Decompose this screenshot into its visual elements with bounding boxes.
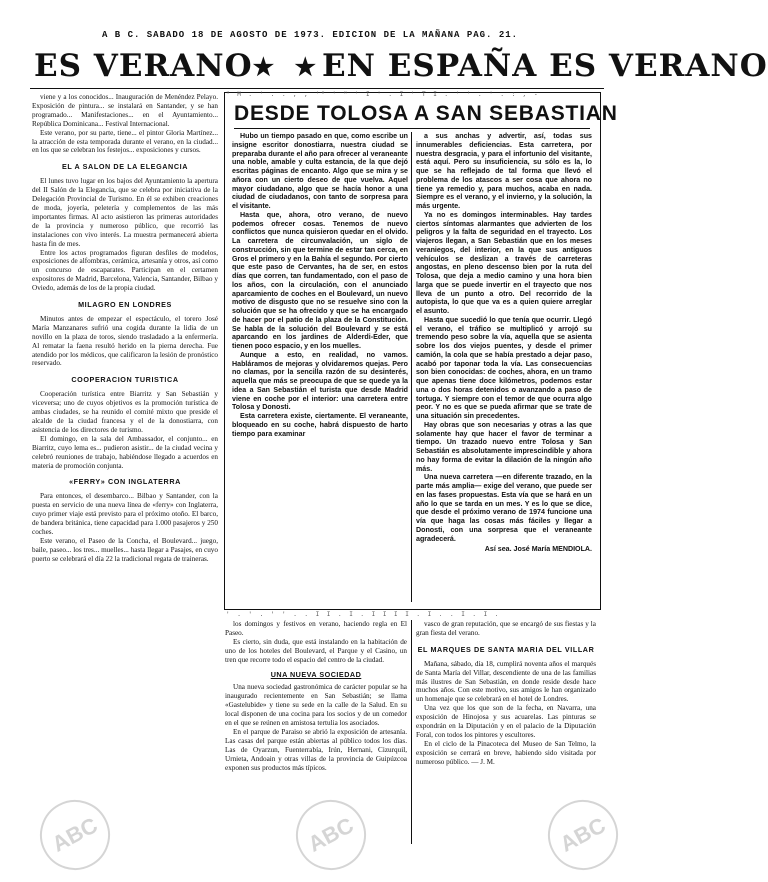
main-article-col-1 (232, 132, 408, 604)
column-rule (411, 132, 412, 602)
bottom-paragraph: Mañana, sábado, día 18, cumplirá noventa años el marqués de Santa María del Villar, descendiente de una de las familias más ilustres de San Sebastián, en donde reside desde hace muchos años. Con este motivo, sus amigos le han organizado un homenaje que se celebrará en el hotel de Londres. (416, 659, 596, 704)
bottom-paragraph: Es cierto, sin duda, que está instalando en la habitación de uno de los hoteles del Boulevard, el Parque y el Casino, un tren que recorre todo el espacio del centro de la ciudad. (225, 637, 407, 664)
bottom-paragraph: En el parque de Paraiso se abrió la exposición de artesanía. Las casas del parque están abiertas al público todos los días. Las de Oyarzun, Fuenterrabía, Irún, Hernani, Cizurquil, Urnieta, Andoain y otras villas de la provincia de Guipúzcoa exponen sus productos más típicos. (225, 727, 407, 772)
box-top-strip: " M . ' . . , , '" ' " ' I ' . I ' T I . ' ' . ' . : , - (226, 91, 540, 98)
bottom-paragraph: Una nueva sociedad gastronómica de carácter popular se ha inaugurado recientemente en San Sebastián; se llama «Gastelubide» y tiene su sede en la calle de la Salud. En su local disponen de una cocina para los socios y de un comedor en el que se reúnen en amistosa tertulia los asociados. (225, 683, 407, 728)
main-article-col-2 (416, 132, 592, 604)
left-column (32, 93, 218, 851)
abc-watermark-stamp: ABC (296, 800, 366, 870)
bottom-paragraph: los domingos y festivos en verano, haciendo regla en El Paseo. (225, 620, 407, 637)
article-paragraph: Hay obras que son necesarias y otras a las que solamente hay que hacer el favor de terminar a tiempo. Un trazado nuevo entre Tolosa y San Sebastián es absolutamente imprescindible y ahora no hay forma de evitar la dilación de la ningún año más. (416, 420, 592, 473)
left-paragraph: Entre los actos programados figuran desfiles de modelos, exposiciones de alfombras, cerámica, artesanía y otros, así como un concurso de escaparates. Participan en el certamen expositores de Madrid, Barcelona, Valencia, Santander, Bilbao y Oviedo, además de los de la propia ciudad. (32, 248, 218, 293)
bottom-paragraph: vasco de gran reputación, que se encargó de sus fiestas y la gran fiesta del verano. (416, 620, 596, 637)
left-paragraph: Cooperación turística entre Biarritz y San Sebastián y viceversa; uno de cuyos objetivos es la promoción turística de ambas ciudades, se ha reunido el comité mixto que preside el alcalde de la ciudad francesa y el de la donostiarra, con asistencia de los directores de turismo. (32, 390, 218, 434)
left-paragraph: El lunes tuvo lugar en los bajos del Ayuntamiento la apertura del II Salón de la Elegancia, que se celebra por iniciativa de la Delegación Provincial de Turismo. En él se exhiben creaciones de moda, joyería, peletería y complementos de las más importantes firmas. Al acto asistieron las primeras autoridades de la provincia y numeroso público, que recorrió las instalaciones con vivo interés. La muestra permanecerá abierta hasta fin de mes. (32, 177, 218, 248)
banner-stars: ★ ★ (252, 51, 323, 81)
subhead-nueva-sociedad: UNA NUEVA SOCIEDAD (270, 669, 362, 679)
section-banner (34, 46, 768, 86)
subhead-milagro-londres: MILAGRO EN LONDRES (78, 300, 172, 310)
subhead-salon-elegancia: EL A SALON DE LA ELEGANCIA (61, 162, 189, 172)
left-paragraph: Este verano, por su parte, tiene... el pintor Gloria Martínez... la atracción de esta temporada durante el verano, en la ciudad... en los que se celebran los festejos... exposiciones y cursos. (32, 128, 218, 155)
abc-watermark-stamp: ABC (548, 800, 618, 870)
article-paragraph: Una nueva carretera —en diferente trazado, en la parte más amplia— exige del verano, que puede ser en las fases propuestas. Esta vía que se hará en un año lo que se tarda en un mes. Y es lo que se dice, que desde el próximo verano de 1974 funcione una vía que haga las cosas más fáciles y llegar a Donosti, con una sorpresa que el veraneante agradecerá. (416, 473, 592, 543)
left-paragraph: Para entonces, el desembarco... Bilbao y Santander, con la puesta en servicio de una nueva línea de «ferry» con Inglaterra, cuyo primer viaje está previsto para el próximo otoño. El barco, de bandera británica, tiene capacidad para 1.000 pasajeros y 250 coches. (32, 492, 218, 536)
bottom-top-strip: ' . ' . ' ' . . I I . I . I I I I . I . . I . I . (226, 611, 501, 618)
banner-left-text: ES VERANO (34, 48, 253, 84)
abc-watermark-stamp: ABC (40, 800, 110, 870)
subhead-ferry-inglaterra: «FERRY» CON INGLATERRA (69, 477, 181, 487)
article-paragraph: Ya no es domingos interminables. Hay tardes ciertos síntomas alarmantes que advierten de los peligros y la falta de seguridad en el trayecto. Los viajeros llegan, a San Sebastián que en los meses veraniegos, del interior, en la que sus antiguos vehículos se deslizan a través de carreteras angostas, en pleno descenso bien por la ruta del Tolosa, que deja a medio camino y una hora bien larga que se puede invertir en el trayecto que nos lleva de un punto a otro. Del recorrido de la autopista, lo que que va es a quien quiere arreglar el asunto. (416, 210, 592, 315)
title-rule (234, 128, 590, 129)
left-paragraph: Minutos antes de empezar el espectáculo, el torero José María Manzanares sufrió una cogida durante la lidia de un novillo en la plaza de toros, siendo trasladado a la enfermería. Al rematar la faena resultó herido en la pierna derecha. Fue atendido por los médicos, que calificaron la lesión de pronóstico reservado. (32, 314, 218, 368)
bottom-paragraph: Una vez que los que son de la fecha, en Navarra, una exposición de Hinojosa y sus acuarelas. Las pinturas se expondrán en la Diputación y en el palacio de la Diputación Foral, con todos los pintores y escultores. (416, 704, 596, 739)
main-article-title: DESDE TOLOSA A SAN SEBASTIAN (234, 102, 618, 125)
left-paragraph: Este verano, el Paseo de la Concha, el Boulevard... juego, baile, paseo... los tres... muelles... hasta llegar a Pasajes, en cuyo puerto se celebrará el día 22 la tradicional regata de traineras. (32, 536, 218, 563)
left-paragraph: El domingo, en la sala del Ambassador, el conjunto... en Biarritz, cuyo lema es... pudieron asistir... de la ciudad vecina y celebró reuniones de trabajo, habiéndose llegado a acuerdos en materia de promoción conjunta. (32, 434, 218, 470)
column-rule (411, 620, 412, 844)
article-paragraph: Hubo un tiempo pasado en que, como escribe un insigne escritor donostiarra, nuestra ciudad se preparaba durante el año para ofrecer al veraneante una noble, amable y culta estancia, de la que dejó escritas páginas de encanto. Algo que se mira y se añora con un cierto deseo de que vuelva. Aquel mayor ciudadano, algo que se hacía honor a una ciudad de ciudadanos, con tanto de sorpresa para el visitante. (232, 132, 408, 210)
article-paragraph: Esta carretera existe, ciertamente. El veraneante, bloqueado en su coche, habrá dispuesto de harto tiempo para examinar (232, 412, 408, 438)
subhead-cooperacion-turistica: COOPERACION TURISTICA (71, 375, 179, 385)
article-paragraph: Hasta que, ahora, otro verano, de nuevo podemos ofrecer cosas. Tenemos de nuevo conflictos que nunca quisieron quedar en el olvido. La carretera de circunvalación, un siglo de construcción, sin que termine de estar tan cerca, en Gros el primero y en la Bahía el segundo. Por cierto que este paso de Cervantes, ha de ser, en estos días que corren, tan fundamentado, con el paso de los años, con la circulación, con el anunciado aparcamiento de coches en el Boulevard, un nuevo motivo de disgusto que no se resuelve sino con la solución que se ha ofrecido y que se ha encargado de hacer por el patio de la plaza de la Constitución. Se habla de la solución del Boulevard y se está aparcando en los jardines de Alderdi-Eder, que tienen poco espacio, y en los muelles. (232, 210, 408, 350)
subhead-marques-santa-maria: EL MARQUES DE SANTA MARIA DEL VILLAR (417, 644, 595, 654)
article-signature: Así sea. José María MENDIOLA. (484, 545, 592, 554)
banner-right-text: EN ESPAÑA ES VERANO (322, 48, 768, 84)
left-intro: viene y a los conocidos... Inauguración de Menéndez Pelayo. Exposición de pintura... se instalará en Santander, y se han programado... Manifestaciones... en el Ayuntamiento... República Dominicana... Festival Internacional. (32, 93, 218, 128)
bottom-paragraph: En el ciclo de la Pinacoteca del Museo de San Telmo, la exposición se cerrará en breve, habiendo sido visitada por numeroso público. — J. M. (416, 739, 596, 766)
article-paragraph: Hasta que sucedió lo que tenía que ocurrir. Llegó el verano, el tráfico se multiplicó y arrojó su tremendo peso sobre la vía, aquella que se asienta sobre los dos viejos puentes, y desde el primer camión, la cola que se había prestado a dejar paso, acabó por taponar toda la vía. Las consecuencias son bien conocidas: de coches, ahora, en un tramo que apenas tiene doce kilómetros, podemos estar una o dos horas detenidos o avanzando a paso de tortuga. Y siempre con el temor de que ocurra algo peor. Y no es que se pueda afirmar que se trate de una situación sin precedentes. (416, 315, 592, 420)
article-paragraph: Aunque a esto, en realidad, no vamos. Habláramos de mejoras y olvidaremos quejas. Pero no clamas, por la sencilla razón de su desinterés, aquella que más se preocupa de que se quede ya la idea a San Sebastián el turista que desde Madrid viene en coche por el interior: una carretera entre Tolosa y Donosti. (232, 350, 408, 412)
banner-rule (30, 88, 604, 89)
article-paragraph: a sus anchas y advertir, así, todas sus innumerables deficiencias. Esta carretera, por nuestra desgracia, y para el infortunio del visitante, está aquí. Pero su insuficiencia, su sólo es la, lo que se ha reflejado de tal forma que llevó el problema de los atascos a ser cosa que ahora no tiene ya remedio y, para muchos, acaba en nada. Siempre es el verano, y el invierno, y la solución, la más urgente. (416, 132, 592, 210)
running-head: A B C. SABADO 18 DE AGOSTO DE 1973. EDICION DE LA MAÑANA PAG. 21. (101, 30, 519, 40)
